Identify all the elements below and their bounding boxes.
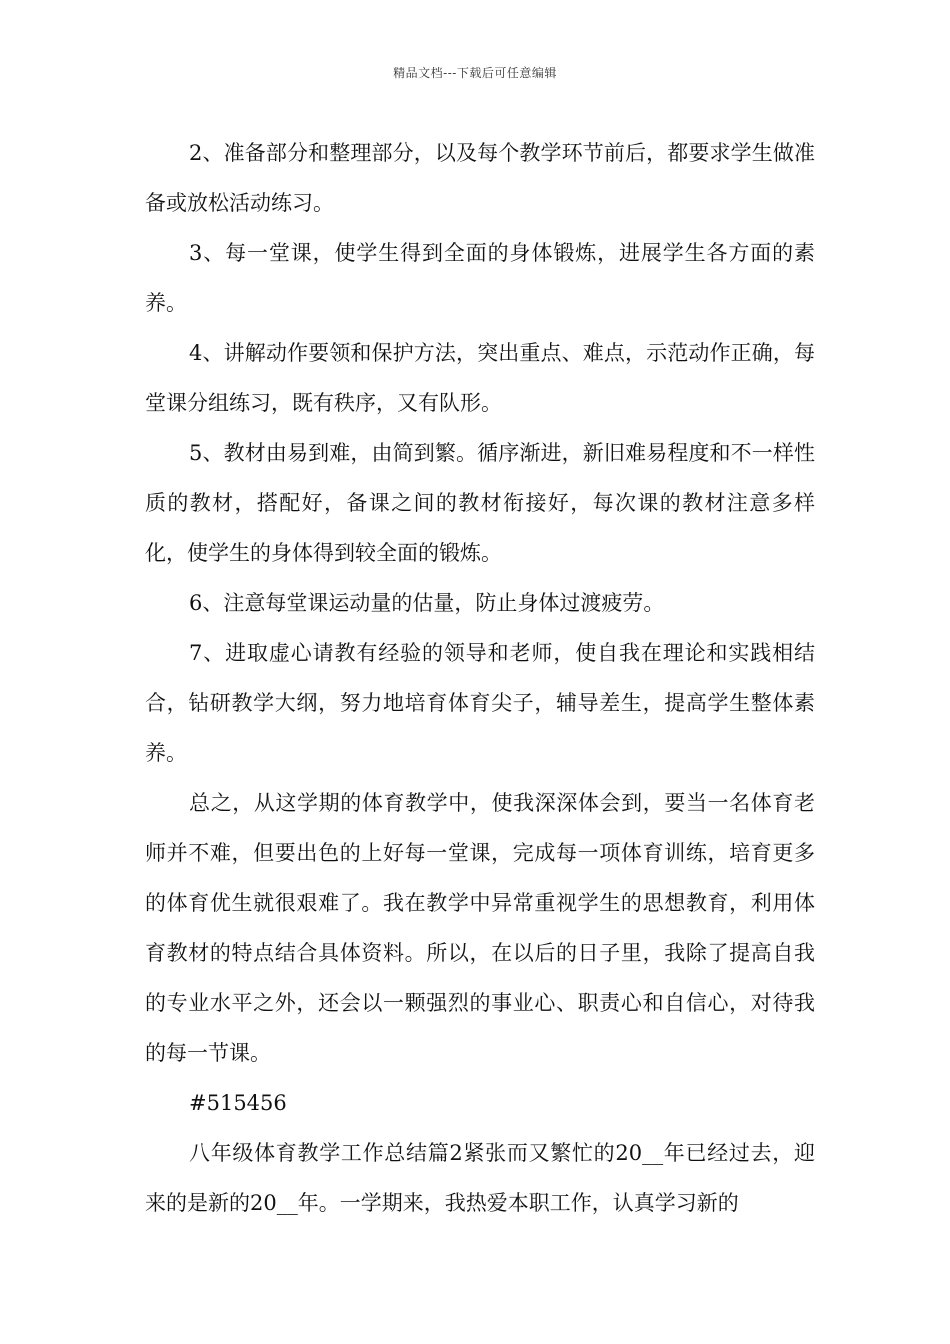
- document-body: [145, 128, 815, 1228]
- paragraph-summary: 总之，从这学期的体育教学中，使我深深体会到，要当一名体育老师并不难，但要出色的上好每一堂课，完成每一项体育训练，培育更多的体育优生就很艰难了。我在教学中异常重视学生的思想教育，利用体育教材的特点结合具体资料。所以，在以后的日子里，我除了提高自我的专业水平之外，还会以一颗强烈的事业心、职责心和自信心，对待我的每一节课。: [145, 791, 815, 1065]
- paragraph-item-4: 4、讲解动作要领和保护方法，突出重点、难点，示范动作正确，每堂课分组练习，既有秩序，又有队形。: [145, 341, 815, 415]
- paragraph-item-6: 6、注意每堂课运动量的估量，防止身体过渡疲劳。: [189, 591, 665, 615]
- paragraph-id-marker: #515456: [189, 1091, 287, 1115]
- paragraph-item-2: 2、准备部分和整理部分，以及每个教学环节前后，都要求学生做准备或放松活动练习。: [145, 141, 815, 215]
- paragraph-next-article: 八年级体育教学工作总结篇2紧张而又繁忙的20__年已经过去，迎来的是新的20__年。一学期来，我热爱本职工作，认真学习新的: [145, 1141, 815, 1215]
- paragraph-item-3: 3、每一堂课，使学生得到全面的身体锻炼，进展学生各方面的素养。: [145, 241, 815, 315]
- paragraph-item-5: 5、教材由易到难，由简到繁。循序渐进，新旧难易程度和不一样性质的教材，搭配好，备课之间的教材衔接好，每次课的教材注意多样化，使学生的身体得到较全面的锻炼。: [145, 441, 815, 565]
- paragraph-item-7: 7、进取虚心请教有经验的领导和老师，使自我在理论和实践相结合，钻研教学大纲，努力地培育体育尖子，辅导差生，提高学生整体素养。: [145, 641, 815, 765]
- page-header: 精品文档---下载后可任意编辑: [393, 66, 557, 80]
